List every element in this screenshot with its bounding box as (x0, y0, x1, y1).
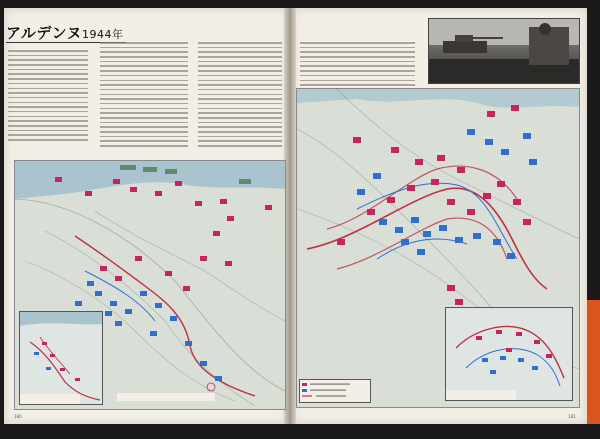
western-front-map (14, 160, 286, 410)
text-column-1 (8, 50, 88, 144)
page-title-text: アルデンヌ (6, 24, 83, 42)
text-column-3 (198, 42, 282, 150)
right-page-number: 181 (568, 414, 576, 419)
tank-photo (428, 18, 580, 84)
page-title-year: 1944年 (82, 28, 124, 41)
map-caption-left (117, 393, 215, 401)
inset-map-right (445, 307, 573, 401)
page-edge-tab (587, 300, 600, 424)
text-column-2 (100, 42, 188, 150)
page-title (6, 22, 124, 43)
text-column-4 (300, 42, 415, 94)
left-page-number: 180 (14, 414, 22, 419)
inset-map-left (19, 311, 103, 405)
ardennes-map (296, 88, 580, 408)
map-legend (299, 379, 371, 403)
